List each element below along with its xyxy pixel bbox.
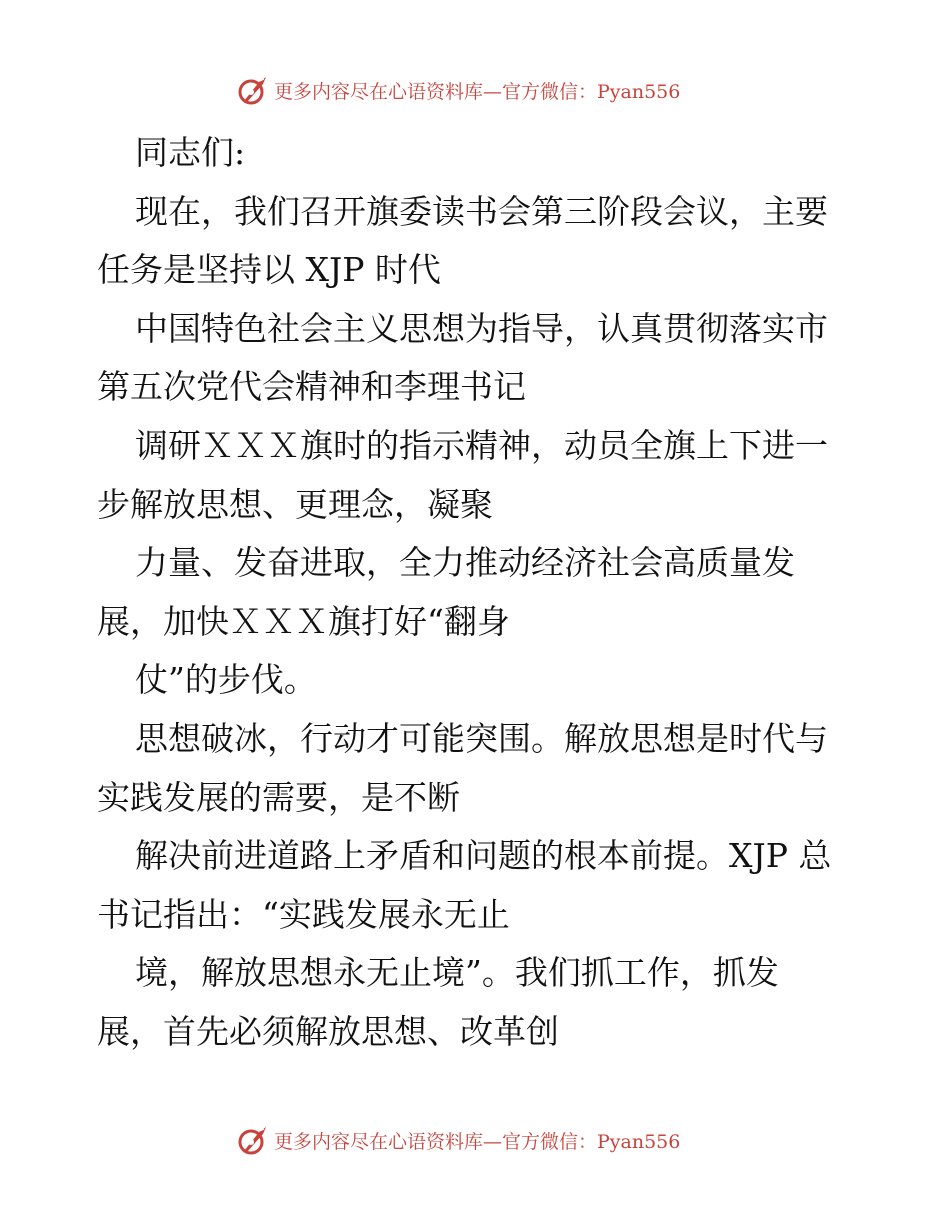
paragraph-line: 展，加快ＸＸＸ旗打好“翻身 (97, 601, 510, 641)
quill-pen-logo-icon (236, 73, 270, 107)
paragraph-line: 境，解放思想永无止境”。我们抓工作，抓发 (135, 953, 779, 993)
paragraph-line: 仗”的步伐。 (135, 660, 317, 700)
paragraph-line: 现在，我们召开旗委读书会第三阶段会议，主要 (135, 191, 828, 231)
paragraph-line: 第五次党代会精神和李理书记 (97, 367, 526, 407)
paragraph-line: 解决前进道路上矛盾和问题的根本前提。XJP 总 (135, 836, 832, 876)
paragraph-line: 步解放思想、更理念，凝聚 (97, 484, 493, 524)
quill-pen-logo-icon (236, 1123, 270, 1157)
paragraph-line: 调研ＸＸＸ旗时的指示精神，动员全旗上下进一 (135, 425, 828, 465)
paragraph-line: 力量、发奋进取，全力推动经济社会高质量发 (135, 543, 795, 583)
document-body (97, 124, 857, 1062)
watermark-text: 更多内容尽在心语资料库—官方微信：Pyan556 (274, 80, 681, 103)
footer-watermark (236, 1122, 680, 1158)
paragraph-line: 实践发展的需要，是不断 (97, 777, 460, 817)
paragraph-line: 书记指出：“实践发展永无止 (97, 894, 510, 934)
paragraph-line: 展，首先必须解放思想、改革创 (97, 1011, 559, 1051)
paragraph-line: 中国特色社会主义思想为指导，认真贯彻落实市 (135, 308, 828, 348)
paragraph-line: 同志们: (135, 133, 246, 172)
watermark-text: 更多内容尽在心语资料库—官方微信：Pyan556 (274, 1130, 681, 1153)
header-watermark (236, 72, 680, 108)
paragraph-line: 任务是坚持以 XJP 时代 (97, 250, 441, 290)
paragraph-line: 思想破冰，行动才可能突围。解放思想是时代与 (135, 718, 828, 758)
